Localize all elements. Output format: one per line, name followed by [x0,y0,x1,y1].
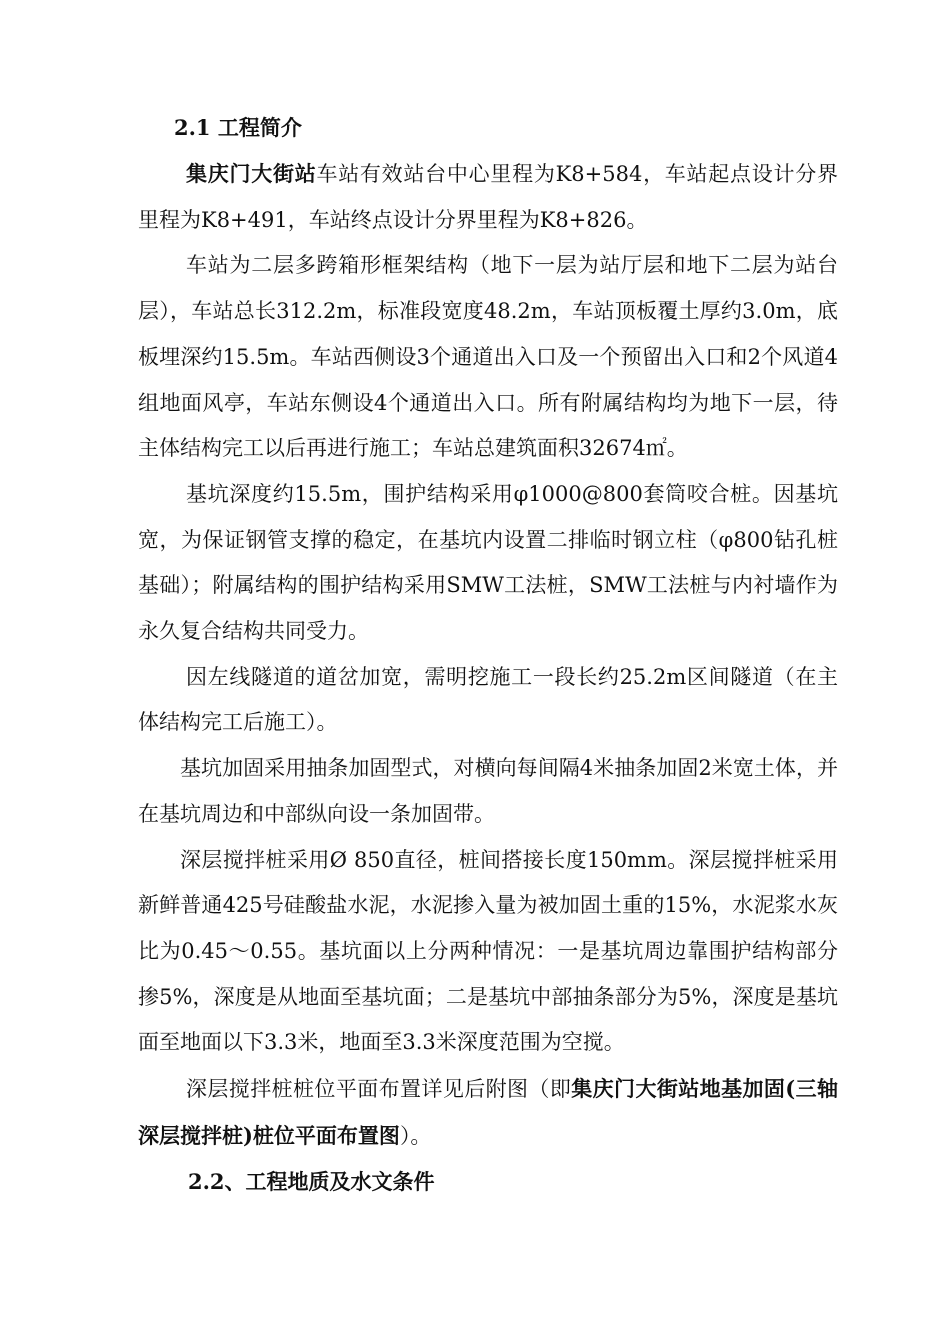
paragraph-pile-layout [138,1066,838,1159]
paragraph-station-mileage [138,151,838,243]
document-page [138,105,838,1205]
paragraph-text: 深层搅拌桩桩位平面布置详见后附图（即 [186,1077,572,1102]
station-name: 集庆门大街站 [186,161,317,186]
paragraph-text: 车站有效站台中心里程为K8+584，车站起点设计分界里程为K8+491，车站终点设计分界里程为K8+826。 [138,162,838,232]
paragraph-mixing-pile: 深层搅拌桩采用Ø 850直径，桩间搭接长度150mm。深层搅拌桩采用新鲜普通425号硅酸盐水泥，水泥掺入量为被加固土重的15%，水泥浆水灰比为0.45～0.55。基坑面以上分两种情况：一是基坑周边靠围护结构部分掺5%，深度是从地面至基坑面；二是基坑中部抽条部分为5%，深度是基坑面至地面以下3.3米，地面至3.3米深度范围为空搅。 [138,847,838,1055]
paragraph-station-structure: 车站为二层多跨箱形框架结构（地下一层为站厅层和地下二层为站台层），车站总长312.2m，标准段宽度48.2m，车站顶板覆土厚约3.0m，底板埋深约15.5m。车站西侧设3个通道出入口及一个预留出入口和2个风道4组地面风亭，车站东侧设4个通道出入口。所有附属结构均为地下一层，待主体结构完工以后再进行施工；车站总建筑面积32674㎡。 [138,253,838,461]
paragraph-tunnel: 因左线隧道的道岔加宽，需明挖施工一段长约25.2m区间隧道（在主体结构完工后施工）。 [138,664,838,735]
drawing-title: 集庆门大街站地基加固(三轴深层搅拌桩)桩位平面布置图 [138,1076,839,1148]
section-heading-2-1: 2.1 工程简介 [174,115,302,140]
paragraph-reinforcement: 基坑加固采用抽条加固型式，对横向每间隔4米抽条加固2米宽土体，并在基坑周边和中部纵向设一条加固带。 [138,756,838,826]
section-heading-2-2: 2.2、工程地质及水文条件 [188,1169,435,1195]
paragraph-tail: ）。 [399,1123,432,1148]
paragraph-foundation-pit: 基坑深度约15.5m，围护结构采用φ1000@800套筒咬合桩。因基坑宽，为保证钢管支撑的稳定，在基坑内设置二排临时钢立柱（φ800钻孔桩基础）；附属结构的围护结构采用SMW工法桩，SMW工法桩与内衬墙作为永久复合结构共同受力。 [138,481,838,644]
